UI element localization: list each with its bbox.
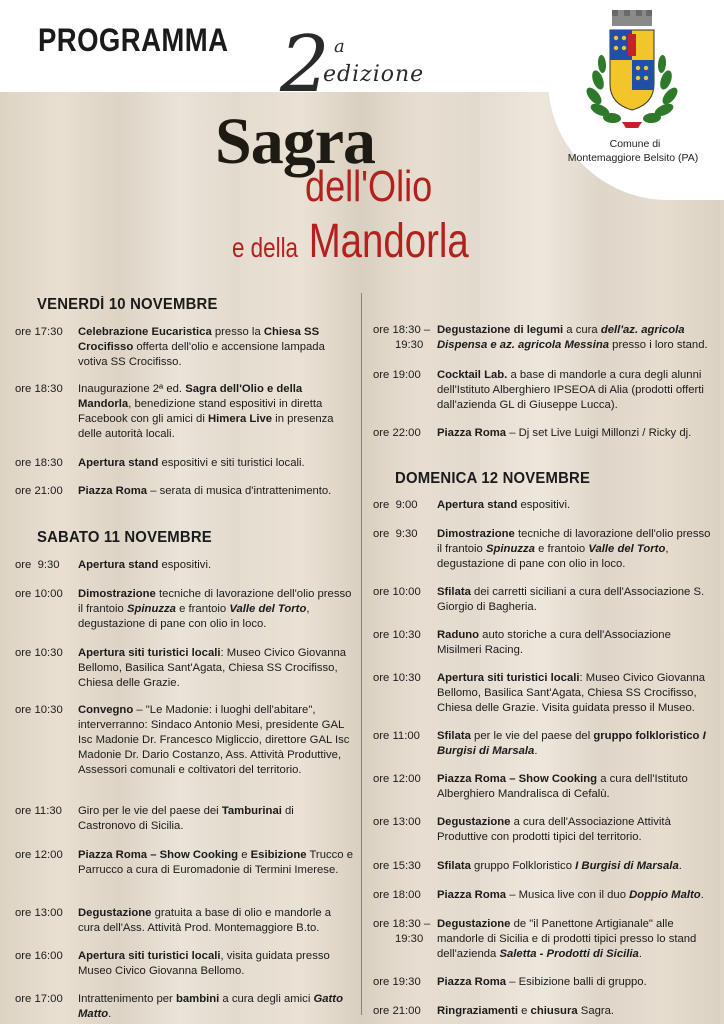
event-time: ore 13:00	[15, 907, 63, 919]
comune-name: Montemaggiore Belsito (PA)	[567, 152, 699, 164]
event-description: Ringraziamenti e chiusura Sagra.	[437, 1005, 615, 1017]
event-description: Degustazione a cura dell'Associazione Attività Produttive con prodotti tipici del territorio.	[437, 816, 671, 843]
event-time: ore 10:30	[15, 647, 63, 659]
event-description: Piazza Roma – Esibizione balli di gruppo.	[437, 976, 647, 988]
event-description: Piazza Roma – Show Cooking a cura dell'Istituto Alberghiero Mandralisca di Cefalù.	[437, 773, 688, 800]
event-time: ore 12:00	[373, 773, 421, 785]
event-description: Degustazione di legumi a cura dell'az. agricola Dispensa e az. agricola Messina presso i loro stand.	[437, 324, 708, 351]
event-description: Celebrazione Eucaristica presso la Chiesa SS Crocifisso offerta dell'olio e accensione lampada votiva SS Crocifisso.	[78, 326, 325, 368]
event-time: ore 21:00	[373, 1005, 421, 1017]
event-time: ore 18:00	[373, 889, 421, 901]
event-time: ore 10:30	[15, 704, 63, 716]
event-description: Apertura siti turistici locali: Museo Civico Giovanna Bellomo, Basilica Sant'Agata, Chiesa SS Crocifisso, Chiesa delle Grazie. Visita guidata presso il Museo.	[437, 672, 706, 714]
event-description: Apertura stand espositivi.	[437, 499, 571, 511]
column-divider	[361, 293, 362, 1015]
event-time: ore 19:30	[373, 976, 421, 988]
event-time: ore 18:30 – 19:30	[373, 324, 431, 351]
event-description: Sfilata dei carretti siciliani a cura dell'Associazione S. Giorgio di Bagheria.	[437, 586, 705, 613]
event-time: ore 10:00	[373, 586, 421, 598]
event-description: Apertura stand espositivi.	[78, 559, 212, 571]
event-time: ore 11:00	[373, 730, 420, 742]
municipal-crest-icon	[582, 6, 682, 130]
event-description: Dimostrazione tecniche di lavorazione dell'olio presso il frantoio Spinuzza e frantoio Valle del Torto, degustazione di pane con olio in loco.	[437, 528, 711, 570]
event-time: ore 9:30	[15, 559, 60, 571]
edition-suffix: a	[334, 36, 345, 57]
edition-word: edizione	[323, 62, 425, 87]
day-heading-domenica: DOMENICA 12 NOVEMBRE	[395, 470, 591, 487]
event-description: Piazza Roma – serata di musica d'intrattenimento.	[78, 485, 332, 497]
event-description: Piazza Roma – Musica live con il duo Doppio Malto.	[437, 889, 704, 901]
event-time: ore 17:00	[15, 993, 63, 1005]
event-time: ore 15:30	[373, 860, 421, 872]
event-description: Degustazione gratuita a base di olio e mandorle a cura dell'Ass. Attività Prod. Montemaggiore B.to.	[78, 907, 332, 934]
title-sagra: Sagra	[215, 105, 375, 178]
comune-label: Comune di	[609, 138, 661, 150]
event-time: ore 18:30 – 19:30	[373, 918, 431, 945]
event-description: Raduno auto storiche a cura dell'Associazione Misilmeri Racing.	[437, 629, 671, 656]
event-time: ore 10:30	[373, 672, 421, 684]
event-description: Apertura stand espositivi e siti turistici locali.	[78, 457, 305, 469]
event-description: Degustazione de "il Panettone Artigianale" alle mandorle di Sicilia e di prodotti tipici presso lo stand dell'azienda Saletta - Prodotti di Sicilia.	[437, 918, 697, 960]
event-description: Giro per le vie del paese dei Tamburinai di Castronovo di Sicilia.	[78, 805, 294, 832]
event-time: ore 11:30	[15, 805, 62, 817]
event-time: ore 12:00	[15, 849, 63, 861]
event-time: ore 16:00	[15, 950, 63, 962]
event-description: Sfilata per le vie del paese del gruppo folkloristico I Burgisi di Marsala.	[437, 730, 706, 757]
event-description: Piazza Roma – Dj set Live Luigi Millonzi / Ricky dj.	[437, 427, 692, 439]
event-time: ore 9:00	[373, 499, 418, 511]
event-time: ore 13:00	[373, 816, 421, 828]
title-mandorla: Mandorla	[308, 215, 469, 268]
event-time: ore 17:30	[15, 326, 63, 338]
event-description: Inaugurazione 2ª ed. Sagra dell'Olio e della Mandorla, benedizione stand espositivi in diretta Facebook con gli amici di Himera Live in presenza delle autorità locali.	[78, 383, 334, 440]
event-time: ore 18:30	[15, 457, 63, 469]
event-description: Apertura siti turistici locali, visita guidata presso Museo Civico Giovanna Bellomo.	[78, 950, 330, 977]
event-description: Sfilata gruppo Folkloristico I Burgisi di Marsala.	[437, 860, 682, 872]
event-time: ore 9:30	[373, 528, 418, 540]
title-e-della: e della	[232, 232, 299, 263]
event-time: ore 19:00	[373, 369, 421, 381]
event-description: Apertura siti turistici locali: Museo Civico Giovanna Bellomo, Basilica Sant'Agata, Chiesa SS Crocifisso, Chiesa delle Grazie.	[78, 647, 347, 689]
event-time: ore 10:00	[15, 588, 63, 600]
event-time: ore 21:00	[15, 485, 63, 497]
event-time: ore 22:00	[373, 427, 421, 439]
event-description: Intrattenimento per bambini a cura degli amici Gatto Matto.	[78, 993, 343, 1020]
title-olio: dell'Olio	[305, 162, 433, 211]
event-time: ore 18:30	[15, 383, 63, 395]
event-description: Cocktail Lab. a base di mandorle a cura degli alunni dell'Istituto Alberghiero IPSEOA di Alia (prodotti offerti dall'azienda GL di Giuseppe Lucca).	[437, 369, 704, 411]
title-mandorla-line	[232, 214, 469, 269]
event-time: ore 10:30	[373, 629, 421, 641]
edition-number: 2	[280, 20, 330, 110]
programma-title: PROGRAMMA	[38, 22, 229, 58]
day-heading-venerdi: VENERDÌ 10 NOVEMBRE	[37, 296, 218, 313]
event-description: Dimostrazione tecniche di lavorazione dell'olio presso il frantoio Spinuzza e frantoio Valle del Torto, degustazione di pane con olio in loco.	[78, 588, 352, 630]
day-heading-sabato: SABATO 11 NOVEMBRE	[37, 529, 212, 546]
event-description: Convegno – "Le Madonie: i luoghi dell'abitare", interverranno: Sindaco Antonio Mesi, presidente GAL Isc Madonie Dr. Francesco Migliccio, direttore GAL Isc Madonie Dr. Dario Costanzo, Ass. Attività Produttive, Assessori comunali e coltivatori del territorio.	[78, 704, 350, 776]
event-description: Piazza Roma – Show Cooking e Esibizione Trucco e Parrucco a cura di Euromadonie di Termini Imerese.	[78, 849, 353, 876]
